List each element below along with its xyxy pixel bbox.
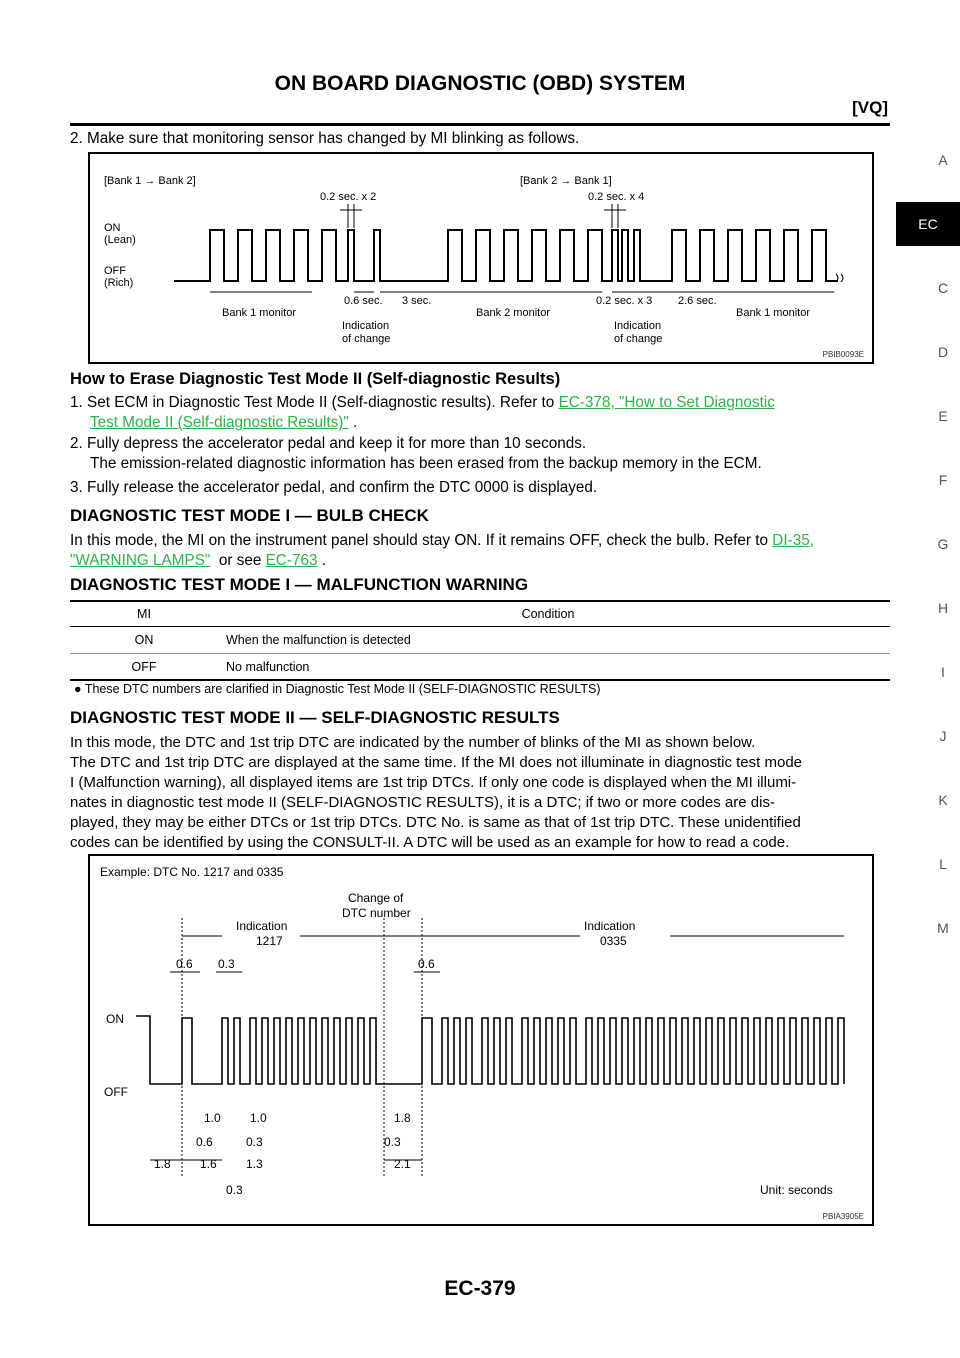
- index-letter-c[interactable]: C: [937, 280, 949, 296]
- index-letter-l[interactable]: L: [939, 856, 947, 872]
- label-03-c: 0.3: [246, 1135, 263, 1149]
- on-label: ON: [104, 222, 121, 234]
- bulb-check-mid: or see: [210, 552, 266, 569]
- self-diag-line: The DTC and 1st trip DTC are displayed at the same time. If the MI does not illuminate in diagnostic test mode: [70, 754, 803, 771]
- index-letter-m[interactable]: M: [937, 920, 949, 936]
- index-letter-a[interactable]: A: [938, 152, 948, 168]
- table-cell-condition: When the malfunction is detected: [226, 633, 411, 647]
- label-18-a: 1.8: [394, 1111, 411, 1125]
- warning-lamps-link[interactable]: "WARNING LAMPS": [70, 552, 211, 569]
- self-diag-heading: DIAGNOSTIC TEST MODE II — SELF-DIAGNOSTIC RESULTS: [70, 708, 560, 727]
- figure-title: Example: DTC No. 1217 and 0335: [100, 865, 284, 879]
- table-header-row: [70, 602, 890, 627]
- erase-heading: How to Erase Diagnostic Test Mode II (Self-diagnostic Results): [70, 370, 561, 388]
- label-18-b: 1.8: [154, 1157, 171, 1171]
- bank1-to-bank2-label: [Bank 1 → Bank 2]: [104, 175, 196, 187]
- label-06-c: 0.6: [196, 1135, 213, 1149]
- change-label-b: DTC number: [342, 906, 411, 920]
- break-mark-icon: [836, 274, 843, 282]
- index-letter-d[interactable]: D: [937, 344, 949, 360]
- self-diag-line: In this mode, the DTC and 1st trip DTC are indicated by the number of blinks of the MI as shown below.: [70, 734, 756, 751]
- timing-06-label: 0.6 sec.: [344, 295, 383, 307]
- bulb-check-cont: [70, 551, 326, 571]
- ec763-link[interactable]: EC-763: [265, 552, 318, 569]
- label-10-a: 1.0: [204, 1111, 221, 1125]
- label-21: 2.1: [394, 1157, 411, 1171]
- off-label: OFF: [104, 265, 126, 277]
- erase-step-2: 2. Fully depress the accelerator pedal and keep it for more than 10 seconds.: [70, 435, 587, 452]
- self-diag-line: nates in diagnostic test mode II (SELF-DIAGNOSTIC RESULTS), it is a DTC; if two or more codes are dis-: [70, 794, 775, 811]
- bulb-check-heading: DIAGNOSTIC TEST MODE I — BULB CHECK: [70, 506, 429, 525]
- indication-label-0335: Indication: [584, 919, 636, 933]
- on-label: ON: [106, 1012, 124, 1026]
- change-label-a: Change of: [348, 891, 404, 905]
- erase-step-1-link-cont[interactable]: Test Mode II (Self-diagnostic Results)": [90, 414, 349, 431]
- bank2-to-bank1-label: [Bank 2 → Bank 1]: [520, 175, 612, 187]
- index-letter-g[interactable]: G: [937, 536, 949, 552]
- erase-step-3: 3. Fully release the accelerator pedal, and confirm the DTC 0000 is displayed.: [70, 479, 598, 496]
- bank1-monitor-label-2: Bank 1 monitor: [736, 307, 810, 319]
- label-06-a: 0.6: [176, 957, 193, 971]
- off-label: OFF: [104, 1085, 128, 1099]
- indication-label-1217: Indication: [236, 919, 288, 933]
- indication-label-2: Indication: [614, 320, 662, 332]
- bank-monitor-diagram: [90, 154, 872, 362]
- timing-02x4-label: 0.2 sec. x 4: [588, 191, 645, 203]
- erase-step-1-cont: [90, 413, 357, 433]
- table-cell-mi: OFF: [131, 659, 157, 674]
- index-letter-k[interactable]: K: [938, 792, 948, 808]
- bulb-check-body: In this mode, the MI on the instrument panel should stay ON. If it remains OFF, check the bulb. Refer to: [70, 532, 769, 549]
- erase-step-1-end: .: [348, 414, 358, 431]
- self-diag-line: played, they may be either DTCs or 1st trip DTCs. DTC No. is same as that of 1st trip DTC. These unidentified: [70, 814, 801, 831]
- label-10-b: 1.0: [250, 1111, 267, 1125]
- self-diag-line: I (Malfunction warning), all displayed items are 1st trip DTCs. If only one code is displayed when the MI illumi-: [70, 774, 797, 791]
- dtc-blink-figure: [88, 854, 874, 1226]
- dtc-signal-waveform: [136, 1016, 844, 1084]
- label-06-b: 0.6: [418, 957, 435, 971]
- index-letter-j[interactable]: J: [939, 728, 947, 744]
- bullet-icon: ●: [74, 682, 82, 696]
- index-letter-h[interactable]: H: [937, 600, 949, 616]
- dtc-blink-diagram: [90, 856, 872, 1224]
- label-03-d: 0.3: [384, 1135, 401, 1149]
- bank1-monitor-label: Bank 1 monitor: [222, 307, 296, 319]
- timing-26-label: 2.6 sec.: [678, 295, 717, 307]
- table-cell-condition: No malfunction: [226, 659, 310, 674]
- timing-02x2-label: 0.2 sec. x 2: [320, 191, 377, 203]
- index-letter-e[interactable]: E: [938, 408, 948, 424]
- table-header-mi: MI: [137, 607, 151, 621]
- table-cell-mi: ON: [134, 633, 154, 647]
- index-letter-i[interactable]: I: [941, 664, 945, 680]
- mi-blink-bank-figure: [88, 152, 874, 364]
- erase-step-1-link[interactable]: EC-378, "How to Set Diagnostic: [558, 394, 775, 411]
- label-13: 1.3: [246, 1157, 263, 1171]
- indication-label-1: Indication: [342, 320, 390, 332]
- page-number: EC-379: [444, 1277, 516, 1300]
- page-title: ON BOARD DIAGNOSTIC (OBD) SYSTEM: [274, 72, 686, 95]
- timing-3-label: 3 sec.: [402, 295, 432, 307]
- bank2-monitor-label: Bank 2 monitor: [476, 307, 550, 319]
- index-letter-f[interactable]: F: [938, 472, 948, 488]
- erase-step-2-note: The emission-related diagnostic information has been erased from the backup memory in the ECM.: [90, 455, 762, 472]
- table-row: [70, 627, 890, 654]
- figure-code: PBIA3905E: [822, 1212, 864, 1221]
- bulb-check-link-di35[interactable]: DI-35,: [772, 532, 814, 549]
- on-sub-label: (Lean): [104, 234, 136, 246]
- of-change-label-1: of change: [342, 333, 391, 345]
- off-sub-label: (Rich): [104, 277, 134, 289]
- malfunction-note: [74, 682, 600, 696]
- self-diag-line: codes can be identified by using the CONSULT-II. A DTC will be used as an example for how to read a code.: [70, 834, 790, 851]
- of-change-label-2: of change: [614, 333, 663, 345]
- table-row: [70, 654, 890, 681]
- bulb-check-text: [70, 531, 814, 551]
- erase-step-1-text: 1. Set ECM in Diagnostic Test Mode II (Self-diagnostic results). Refer to: [70, 394, 555, 411]
- section-tag: [VQ]: [852, 98, 888, 117]
- unit-label: Unit: seconds: [760, 1183, 833, 1197]
- step-2-text: 2. Make sure that monitoring sensor has changed by MI blinking as follows.: [70, 130, 580, 147]
- label-03-a: 0.3: [218, 957, 235, 971]
- index-tab-ec[interactable]: EC: [896, 202, 960, 246]
- header-rule: [70, 123, 890, 126]
- erase-step-1: [70, 393, 890, 413]
- table-header-condition: Condition: [521, 607, 575, 621]
- label-16: 1.6: [200, 1157, 217, 1171]
- timing-02x3-label: 0.2 sec. x 3: [596, 295, 653, 307]
- malfunction-note-text: These DTC numbers are clarified in Diagnostic Test Mode II (SELF-DIAGNOSTIC RESULTS): [84, 682, 601, 696]
- label-03-e: 0.3: [226, 1183, 243, 1197]
- bulb-check-end: .: [317, 552, 326, 569]
- code-1217: 1217: [256, 934, 283, 948]
- mi-signal-waveform: [174, 230, 838, 281]
- code-0335: 0335: [600, 934, 627, 948]
- mi-condition-table: [70, 600, 890, 681]
- figure-code: PBIB0093E: [822, 350, 864, 359]
- self-diag-body: [70, 733, 890, 853]
- malfunction-heading: DIAGNOSTIC TEST MODE I — MALFUNCTION WARNING: [70, 575, 529, 594]
